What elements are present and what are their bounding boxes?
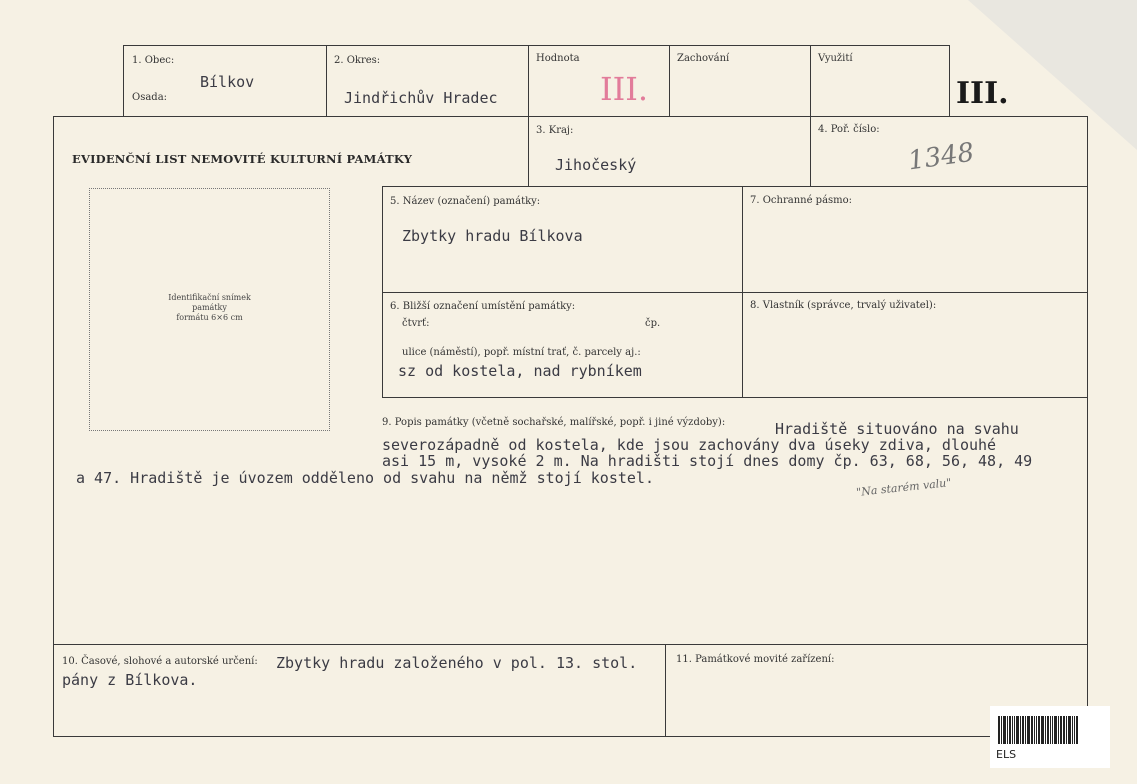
obec-label: 1. Obec: <box>132 55 175 66</box>
popis-line-2: severozápadně od kostela, kde jsou zachovány dva úseky zdiva, dlouhé <box>382 436 997 454</box>
movite-label: 11. Památkové movité zařízení: <box>676 654 835 665</box>
ulice-label: ulice (náměstí), popř. místní trať, č. parcely aj.: <box>402 347 641 358</box>
photo-text-line: formátu 6×6 cm <box>176 313 243 322</box>
form-title: EVIDENČNÍ LIST NEMOVITÉ KULTURNÍ PAMÁTKY <box>72 152 413 166</box>
popis-line-4: a 47. Hradiště je úvozem odděleno od svahu na němž stojí kostel. <box>76 469 654 487</box>
photo-placeholder <box>89 188 330 431</box>
photo-text-line: památky <box>192 303 227 312</box>
vyuziti-label: Využití <box>818 53 853 64</box>
cp-label: čp. <box>645 318 661 329</box>
kraj-label: 3. Kraj: <box>536 125 574 136</box>
por-cislo-label: 4. Poř. číslo: <box>818 124 880 135</box>
casove-line-2: pány z Bílkova. <box>62 671 198 689</box>
hodnota-label: Hodnota <box>536 53 580 64</box>
popis-annotation: "Na starém valu" <box>855 476 952 499</box>
hodnota-value: III. <box>600 70 649 108</box>
umisteni-value: sz od kostela, nad rybníkem <box>398 362 642 380</box>
casove-line-1: Zbytky hradu založeného v pol. 13. stol. <box>276 654 638 672</box>
obec-value: Bílkov <box>200 73 255 91</box>
popis-line-3: asi 15 m, vysoké 2 m. Na hradišti stojí dnes domy čp. 63, 68, 56, 48, 49 <box>382 452 1033 470</box>
okres-label: 2. Okres: <box>334 55 381 66</box>
kraj-value: Jihočeský <box>555 156 637 174</box>
popis-label: 9. Popis památky (včetně sochařské, malířské, popř. i jiné výzdoby): <box>382 417 726 428</box>
okres-value: Jindřichův Hradec <box>344 89 498 107</box>
umisteni-label: 6. Bližší označení umístění památky: <box>390 301 576 312</box>
zachovani-label: Zachování <box>677 53 730 64</box>
ochranne-pasmo-label: 7. Ochranné pásmo: <box>750 195 853 206</box>
barcode-label <box>990 706 1110 768</box>
nazev-value: Zbytky hradu Bílkova <box>402 227 583 245</box>
por-cislo-value: 1348 <box>906 137 976 177</box>
casove-label: 10. Časové, slohové a autorské určení: <box>62 656 258 667</box>
barcode-icon <box>998 716 1102 744</box>
nazev-label: 5. Název (označení) památky: <box>390 196 541 207</box>
side-mark: III. <box>956 76 1009 111</box>
popis-line-1: Hradiště situováno na svahu <box>775 420 1019 438</box>
vlastnik-label: 8. Vlastník (správce, trvalý uživatel): <box>750 300 937 311</box>
ctvrt-label: čtvrť: <box>402 318 430 329</box>
photo-text-line: Identifikační snímek <box>168 293 251 302</box>
barcode-text: ELS <box>996 748 1017 761</box>
osada-label: Osada: <box>132 92 168 103</box>
